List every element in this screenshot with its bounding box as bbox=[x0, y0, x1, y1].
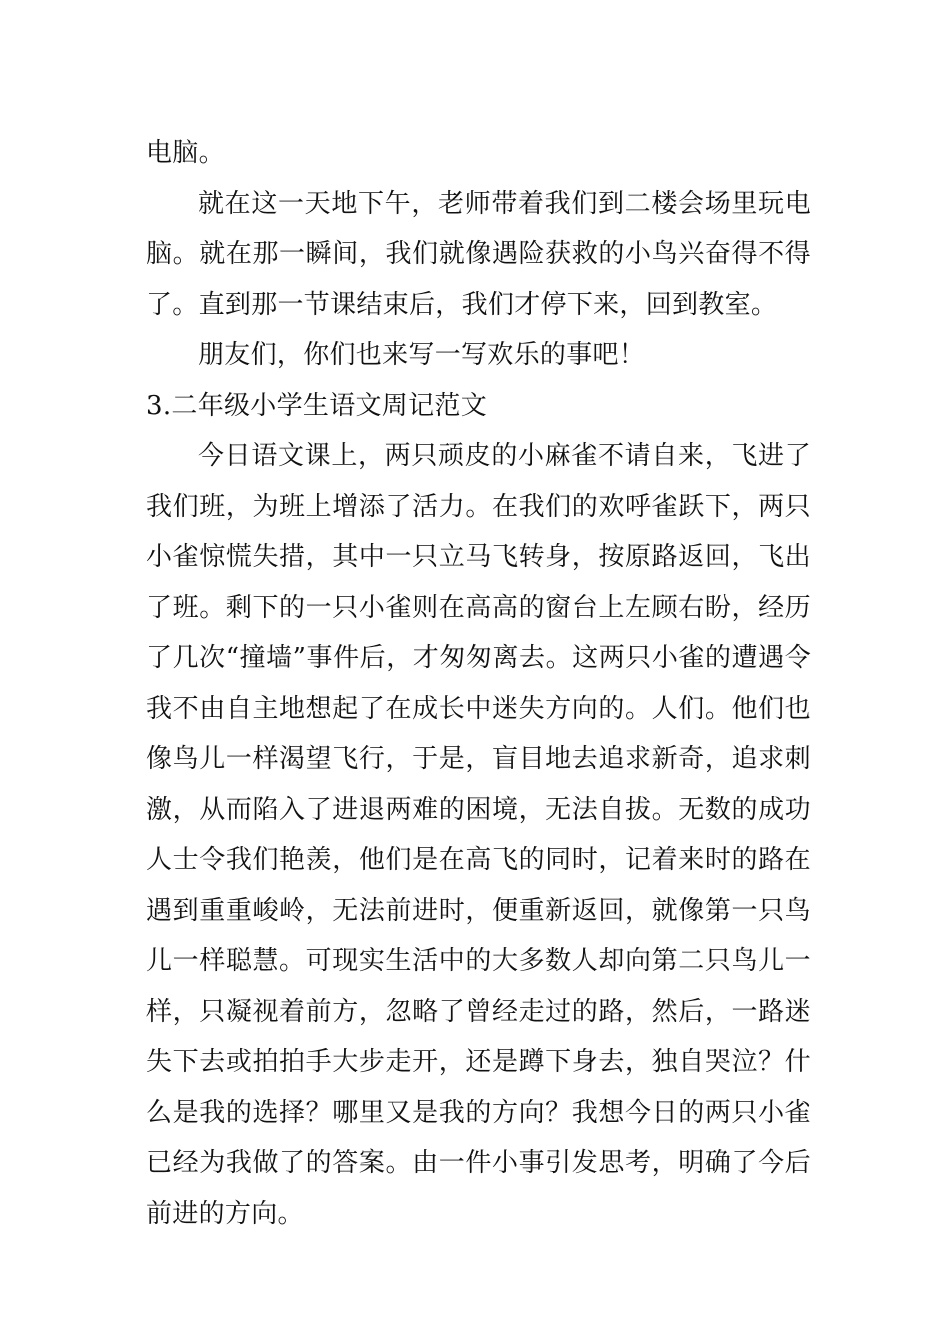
paragraph-sparrows-essay: 今日语文课上，两只顽皮的小麻雀不请自来，飞进了我们班，为班上增添了活力。在我们的欢呼雀跃下，两只小雀惊慌失措，其中一只立马飞转身，按原路返回，飞出了班。剩下的一只小雀则在高高的窗台上左顾右盼，经历了几次“撞墙”事件后，才匆匆离去。这两只小雀的遭遇令我不由自主地想起了在成长中迷失方向的。人们。他们也像鸟儿一样渴望飞行，于是，盲目地去追求新奇，追求刺激，从而陷入了进退两难的困境，无法自拔。无数的成功人士令我们艳羡，他们是在高飞的同时，记着来时的路在遇到重重峻岭，无法前进时，便重新返回，就像第一只鸟儿一样聪慧。可现实生活中的大多数人却向第二只鸟儿一样，只凝视着前方，忽略了曾经走过的路，然后，一路迷失下去或拍拍手大步走开，还是蹲下身去，独自哭泣？什么是我的选择？哪里又是我的方向？我想今日的两只小雀已经为我做了的答案。由一件小事引发思考，明确了今后前进的方向。 bbox=[146, 441, 811, 1229]
section-heading: 3.二年级小学生语文周记范文 bbox=[146, 390, 488, 421]
paragraph-friends: 朋友们，你们也来写一写欢乐的事吧！ bbox=[198, 340, 646, 370]
document-body bbox=[146, 128, 811, 1239]
paragraph-afternoon-computer: 就在这一天地下午，老师带着我们到二楼会场里玩电脑。就在那一瞬间，我们就像遇险获救的小鸟兴奋得不得了。直到那一节课结束后，我们才停下来，回到教室。 bbox=[146, 188, 811, 320]
paragraph-continuation: 电脑。 bbox=[146, 138, 225, 168]
